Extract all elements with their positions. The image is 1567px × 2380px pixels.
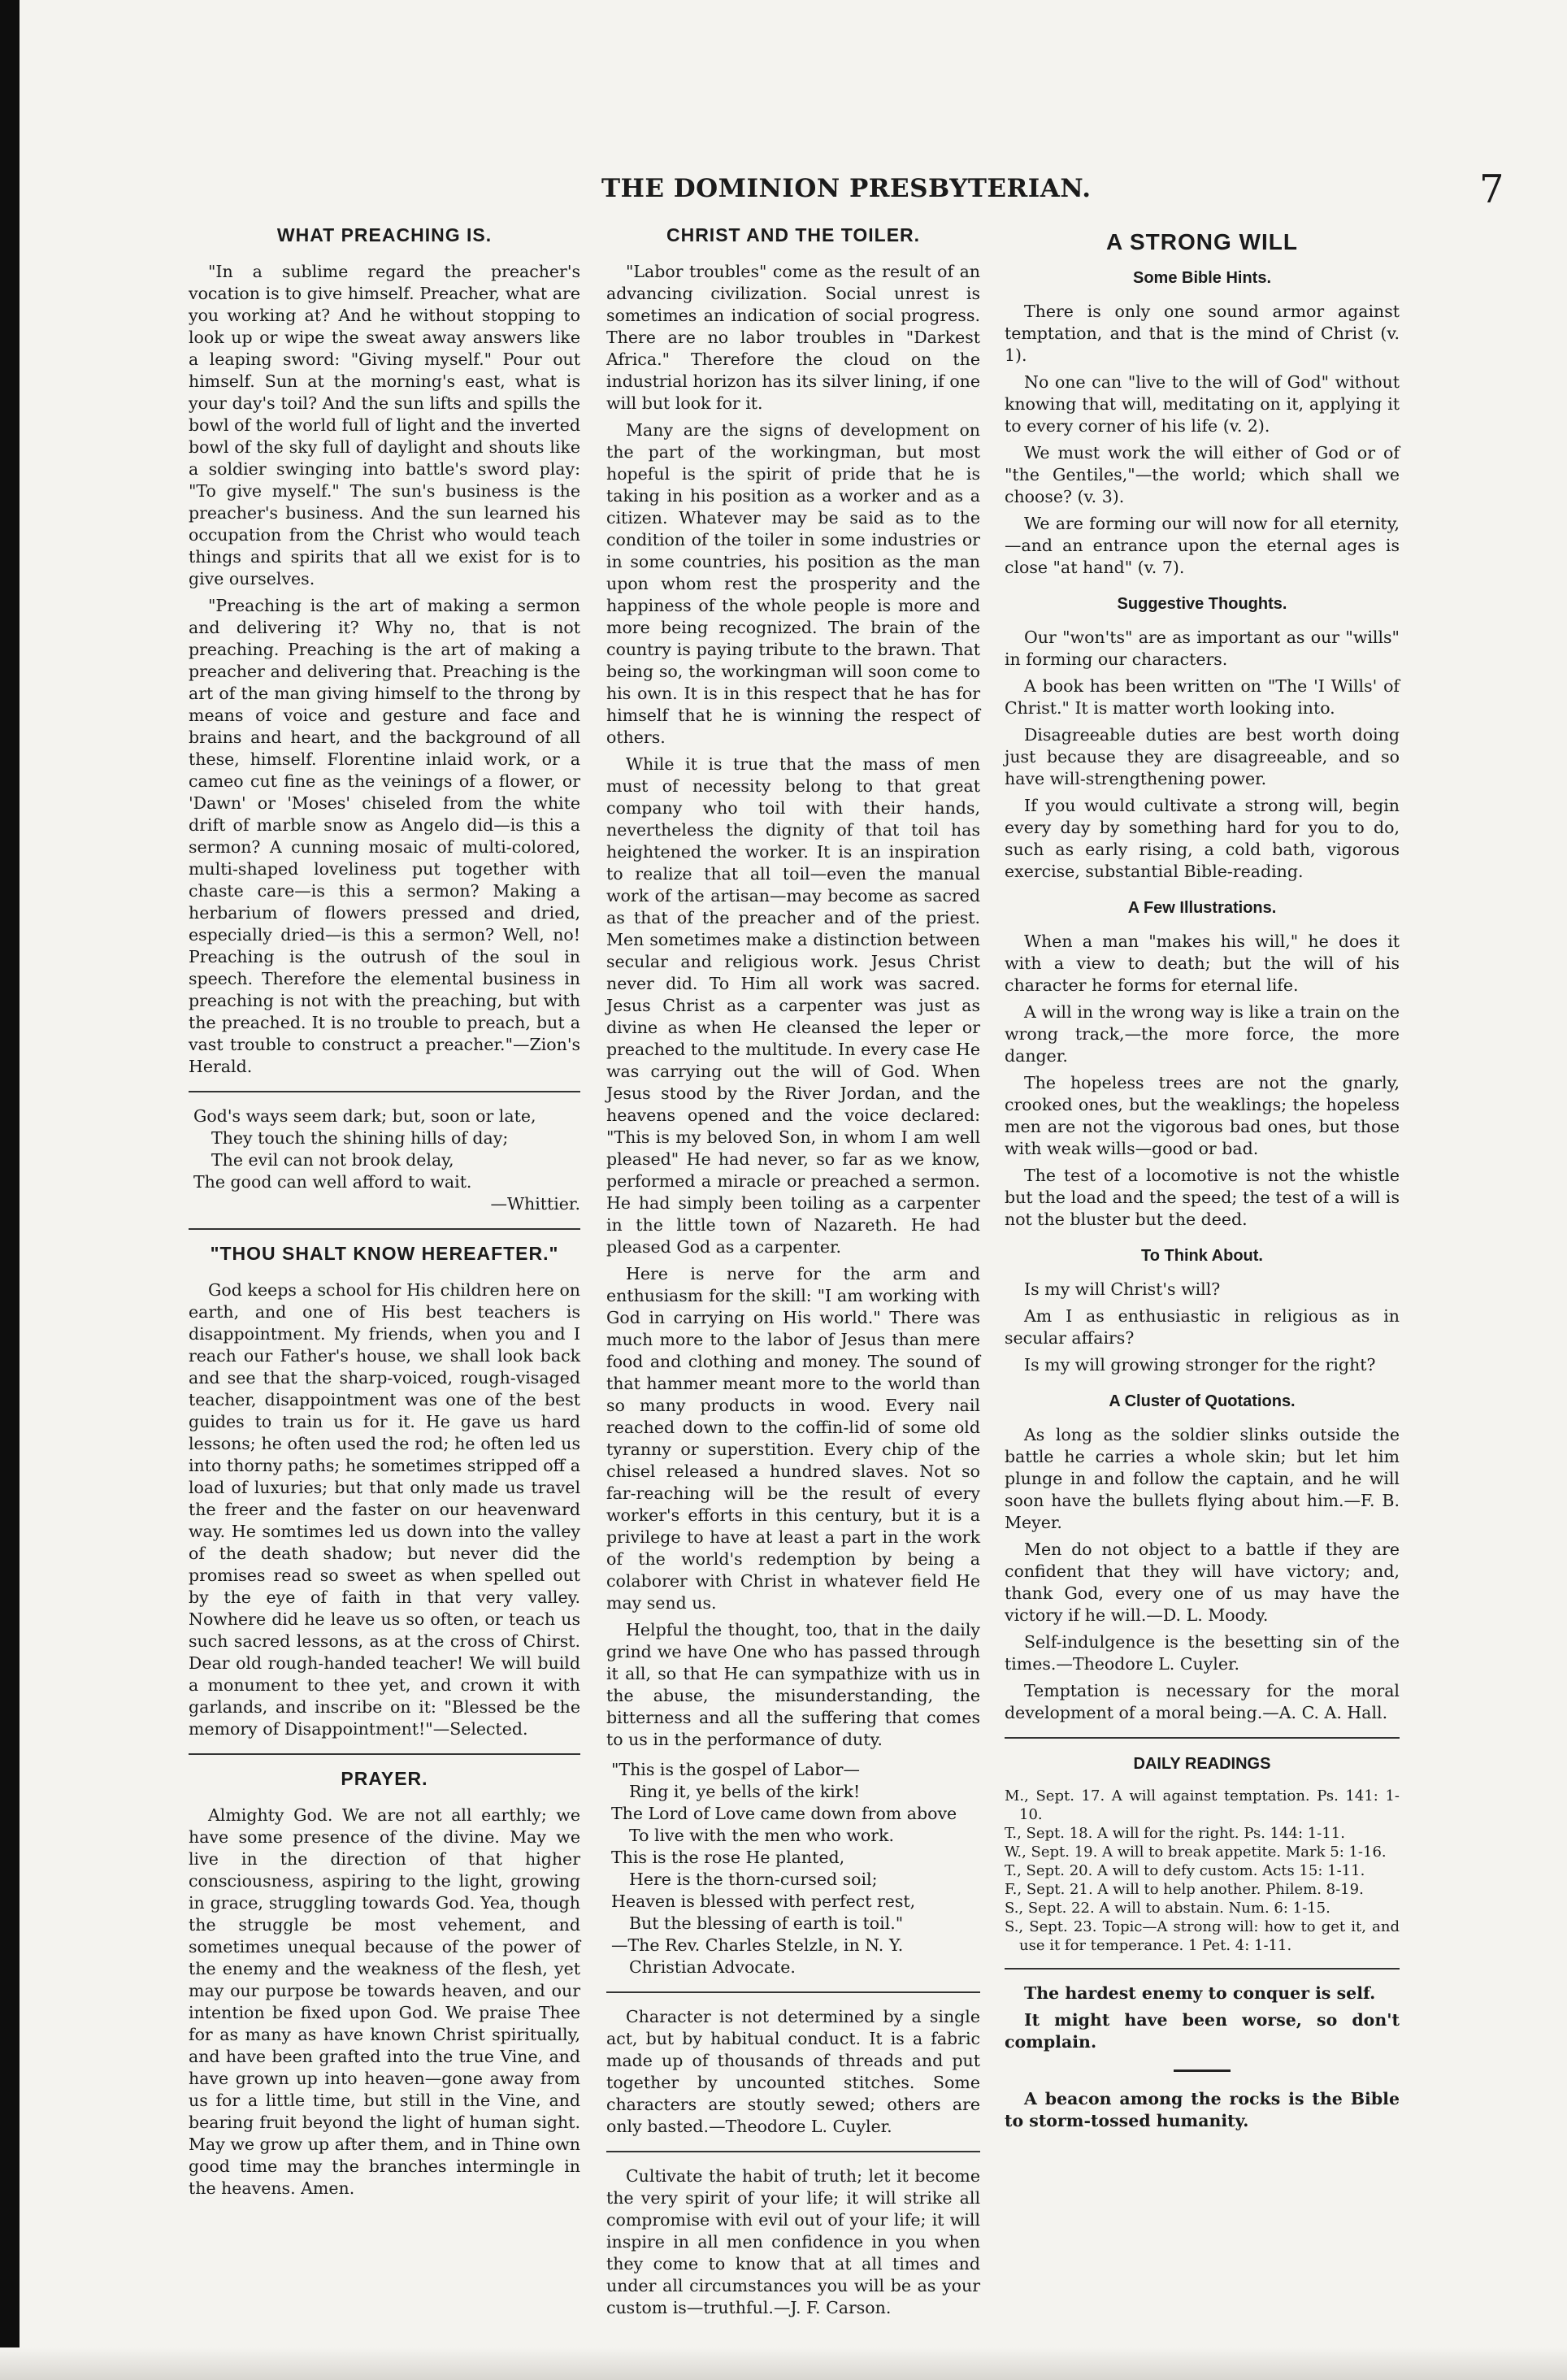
paragraph: "Preaching is the art of making a sermon and delivering it? Why no, that is not preaching. Preaching is the art of making a preacher and delivering that. Preaching is the art of the man giving himself to the throng by means of voice and gesture and face and brains and heart, and the background of all these, himself. Florentine inlaid work, or a cameo cut fine as the veinings of a flower, or 'Dawn' or 'Moses' chiseled from the white drift of marble snow as Angelo did—is this a sermon? A cunning mosaic of multi-colored, multi-shaped loveliness put together with chaste care—is this a sermon? Making a herbarium of flowers pressed and dried, especially dried—is this a sermon? Well, no! Preaching is the outrush of the soul in speech. Therefore the elemental business in preaching is not with the preaching, but with the preached. It is no trouble to preach, but a vast trouble to construct a preacher."—Zion's Herald. xyxy=(189,596,580,1076)
paragraph: "Labor troubles" come as the result of an advancing civilization. Social unrest is sometimes an indication of social progress. There are no labor troubles in "Darkest Africa." Therefore the cloud on the industrial horizon has its silver lining, if one will but look for it. xyxy=(606,262,980,413)
divider xyxy=(1005,1737,1400,1739)
article-title: A STRONG WILL xyxy=(1106,229,1298,254)
column-left xyxy=(189,221,580,2204)
paragraph: Is my will Christ's will? xyxy=(1024,1279,1221,1299)
paragraph: No one can "live to the will of God" without knowing that will, meditating on it, applying it to every corner of his life (v. 2). xyxy=(1005,372,1400,436)
poem-line: Ring it, ye bells of the kirk! xyxy=(629,1782,861,1801)
paragraph: If you would cultivate a strong will, begin every day by something hard for you to do, such as early rising, a cold bath, vigorous exercise, substantial Bible-reading. xyxy=(1005,796,1400,881)
poem-line: The Lord of Love came down from above xyxy=(611,1804,957,1823)
section-heading: DAILY READINGS xyxy=(1133,1755,1271,1773)
section-heading: To Think About. xyxy=(1141,1247,1263,1265)
poem-line: But the blessing of earth is toil." xyxy=(629,1913,904,1933)
paragraph: As long as the soldier slinks outside the battle he carries a whole skin; but let him plunge in and follow the captain, and he will soon have the bullets flying about him.—F. B. Meyer. xyxy=(1005,1425,1400,1532)
paragraph: Men do not object to a battle if they are confident that they will have victory; and, thank God, every one of us may have the victory if he will.—D. L. Moody. xyxy=(1005,1540,1400,1625)
poem-line: The good can well afford to wait. xyxy=(193,1172,472,1192)
divider xyxy=(606,2151,980,2152)
poem-line: "This is the gospel of Labor— xyxy=(611,1760,860,1779)
divider xyxy=(606,1991,980,1993)
poem-line: God's ways seem dark; but, soon or late, xyxy=(193,1106,536,1126)
paragraph: Almighty God. We are not all earthly; we have some presence of the divine. May we live in the direction of that higher consciousness, aspiring to the light, growing in grace, struggling towards God. Yea, though the struggle be most vehement, and sometimes unequal because of the power of the enemy and the weakness of the flesh, yet may our purpose be towards heaven, and our intention be fixed upon God. We praise Thee for as many as have known Christ spiritually, and have been grafted into the true Vine, and have grown up into heaven—gone away from us for a little time, but still in the Vine, and bearing fruit beyond the light of human sight. May we grow up after them, and in Thine own good time may the branches intermingle in the heavens. Amen. xyxy=(189,1805,580,2198)
paragraph: We are forming our will now for all eternity,—and an entrance upon the eternal ages is close "at hand" (v. 7). xyxy=(1005,514,1400,577)
divider xyxy=(1174,2069,1231,2072)
paragraph: We must work the will either of God or of "the Gentiles,"—the world; which shall we choose? (v. 3). xyxy=(1005,443,1400,506)
paragraph: While it is true that the mass of men must of necessity belong to that great company who toil with their hands, nevertheless the dignity of that toil has heightened the worker. It is an inspiration to realize that all toil—even the manual work of the artisan—may become as sacred as that of the preacher and of the priest. Men sometimes make a distinction between secular and religious work. Jesus Christ never did. To Him all work was sacred. Jesus Christ as a carpenter was just as divine as when He cleansed the leper or preached to the multitude. In every case He was carrying out the will of God. When Jesus stood by the River Jordan, and the heavens opened and the voice declared: "This is my beloved Son, in whom I am well pleased" He had never, so far as we know, performed a miracle or preached a sermon. He had simply been toiling as a carpenter in the little town of Nazareth. He had pleased God as a carpenter. xyxy=(606,754,980,1257)
paragraph: A book has been written on "The 'I Wills' of Christ." It is matter worth looking into. xyxy=(1005,676,1400,718)
paragraph: God keeps a school for His children here on earth, and one of His best teachers is disappointment. My friends, when you and I reach our Father's house, we shall look back and see that the sharp-voiced, rough-visaged teacher, disappointment was one of the best guides to train us for it. He gave us hard lessons; he often used the rod; he often led us into thorny paths; he sometimes stripped off a load of luxuries; but that only made us travel the freer and the faster on our heavenward way. He somtimes led us down into the valley of the death shadow; but never did the promises read so sweet as when spelled out by the eye of faith in that very valley. Nowhere did he leave us so often, or teach us such sacred lessons, as at the cross of Chirst. Dear old rough-handed teacher! We will build a monument to thee yet, and crown it with garlands, and inscribe on it: "Blessed be the memory of Disappointment!"—Selected. xyxy=(189,1280,580,1739)
paragraph: Many are the signs of development on the part of the workingman, but most hopeful is the spirit of pride that he is taking in his position as a worker and as a citizen. Whatever may be said as to the condition of the toiler in some industries or in some countries, his position as the man upon whom rest the prosperity and the happiness of the whole people is more and more being recognized. The brain of the country is paying tribute to the brawn. That being so, the workingman will soon come to his own. It is in this respect that he has for himself that he is winning the respect of others. xyxy=(606,420,980,747)
poem xyxy=(606,1759,980,1978)
section-heading: Suggestive Thoughts. xyxy=(1117,595,1287,613)
page-number: 7 xyxy=(1479,167,1504,212)
paragraph: It might have been worse, so don't complain. xyxy=(1005,2010,1400,2052)
article-title: PRAYER. xyxy=(341,1768,428,1789)
reading-item: M., Sept. 17. A will against temptation. Ps. 141: 1-10. xyxy=(1005,1787,1400,1823)
poem-line: This is the rose He planted, xyxy=(611,1848,845,1867)
poem-line: Heaven is blessed with perfect rest, xyxy=(611,1891,916,1911)
reading-item: T., Sept. 18. A will for the right. Ps. 144: 1-11. xyxy=(1005,1825,1345,1842)
article-title: CHRIST AND THE TOILER. xyxy=(666,224,921,245)
paragraph: The test of a locomotive is not the whistle but the load and the speed; the test of a will is not the bluster but the deed. xyxy=(1005,1166,1400,1229)
reading-item: S., Sept. 23. Topic—A strong will: how to get it, and use it for temperance. 1 Pet. 4: 1-11. xyxy=(1005,1918,1400,1954)
paragraph: Is my will growing stronger for the right? xyxy=(1024,1355,1376,1375)
attribution: —Whittier. xyxy=(490,1194,580,1214)
reading-item: W., Sept. 19. A will to break appetite. Mark 5: 1-16. xyxy=(1005,1844,1387,1861)
paragraph: When a man "makes his will," he does it with a view to death; but the will of his character he forms for eternal life. xyxy=(1005,932,1400,995)
poem-line: The evil can not brook delay, xyxy=(211,1150,454,1170)
paragraph: A beacon among the rocks is the Bible to storm-tossed humanity. xyxy=(1005,2089,1400,2130)
section-heading: Some Bible Hints. xyxy=(1132,269,1272,287)
section-heading: A Few Illustrations. xyxy=(1127,899,1277,917)
scan-edge xyxy=(0,0,20,2380)
paragraph: Our "won'ts" are as important as our "wills" in forming our characters. xyxy=(1005,628,1400,669)
paragraph: There is only one sound armor against temptation, and that is the mind of Christ (v. 1). xyxy=(1005,302,1400,365)
paragraph: The hardest enemy to conquer is self. xyxy=(1024,1983,1376,2003)
attribution: Christian Advocate. xyxy=(629,1957,796,1977)
column-middle xyxy=(606,221,980,2324)
poem-line: They touch the shining hills of day; xyxy=(211,1128,509,1148)
paragraph: Helpful the thought, too, that in the daily grind we have One who has passed through it all, so that He can sympathize with us in the abuse, the misunderstanding, the bitterness and all the suffering that comes to us in the performance of duty. xyxy=(606,1620,980,1749)
masthead-title: THE DOMINION PRESBYTERIAN. xyxy=(601,174,1092,203)
divider xyxy=(189,1091,580,1092)
divider xyxy=(189,1228,580,1230)
paragraph: Here is nerve for the arm and enthusiasm for the skill: "I am working with God in carrying on His world." There was much more to the labor of Jesus than mere food and clothing and money. The sound of that hammer meant more to the world than so many products in wood. Every nail reached down to the coffin-lid of some old tyranny or superstition. Every chip of the chisel released a hundred slaves. Not so far-reaching will be the result of every worker's efforts in this century, but it is a privilege to have at least a part in the work of the world's redemption by being a colaborer with Christ in whatever field He may send us. xyxy=(606,1264,980,1613)
paragraph: A will in the wrong way is like a train on the wrong track,—the more force, the more danger. xyxy=(1005,1002,1400,1066)
divider xyxy=(189,1753,580,1755)
attribution: —The Rev. Charles Stelzle, in N. Y. xyxy=(611,1935,904,1955)
paragraph: Self-indulgence is the besetting sin of the times.—Theodore L. Cuyler. xyxy=(1005,1632,1400,1674)
reading-item: S., Sept. 22. A will to abstain. Num. 6: 1-15. xyxy=(1005,1900,1330,1917)
poem-line: Here is the thorn-cursed soil; xyxy=(629,1870,878,1889)
paragraph: Cultivate the habit of truth; let it become the very spirit of your life; it will strike all compromise with evil out of your life; it will inspire in all men confidence in you when they come to know that at all times and under all circumstances you will be as your custom is—truthful.—J. F. Carson. xyxy=(606,2166,980,2317)
paragraph: The hopeless trees are not the gnarly, crooked ones, but the weaklings; the hopeless men are not the vigorous bad ones, but those with weak wills—good or bad. xyxy=(1005,1073,1400,1158)
paragraph: Disagreeable duties are best worth doing just because they are disagreeable, and so have will-strengthening power. xyxy=(1005,725,1400,788)
paragraph: Character is not determined by a single act, but by habitual conduct. It is a fabric made up of thousands of threads and put together by uncounted stitches. Some characters are stoutly sewed; others are only basted.—Theodore L. Cuyler. xyxy=(606,2007,980,2136)
column-right xyxy=(1005,221,1400,2137)
poem-line: To live with the men who work. xyxy=(629,1826,894,1845)
paragraph: Am I as enthusiastic in religious as in secular affairs? xyxy=(1005,1306,1400,1348)
reading-item: F., Sept. 21. A will to help another. Philem. 8-19. xyxy=(1005,1881,1364,1898)
paragraph: "In a sublime regard the preacher's vocation is to give himself. Preacher, what are you working at? And he without stopping to look up or wipe the sweat away answers like a leaping sword: "Giving myself." Pour out himself. Sun at the morning's east, what is your day's toil? And the sun lifts and spills the bowl of the world full of light and the inverted bowl of the sky full of daylight and shouts like a soldier swinging into battle's sword play: "To give myself." The sun's business is the preacher's business. And the sun learned his occupation from the Christ who would teach things and spirits that all we exist for is to give ourselves. xyxy=(189,262,580,588)
reading-item: T., Sept. 20. A will to defy custom. Acts 15: 1-11. xyxy=(1005,1862,1365,1879)
section-heading: A Cluster of Quotations. xyxy=(1109,1392,1296,1410)
divider xyxy=(1005,1968,1400,1970)
paragraph: Temptation is necessary for the moral development of a moral being.—A. C. A. Hall. xyxy=(1005,1681,1400,1722)
page-bottom-edge xyxy=(0,2347,1567,2380)
article-title: WHAT PREACHING IS. xyxy=(276,224,493,245)
poem xyxy=(189,1105,580,1215)
daily-readings-list xyxy=(1005,1787,1400,1955)
article-title: "THOU SHALT KNOW HEREAFTER." xyxy=(210,1243,559,1264)
